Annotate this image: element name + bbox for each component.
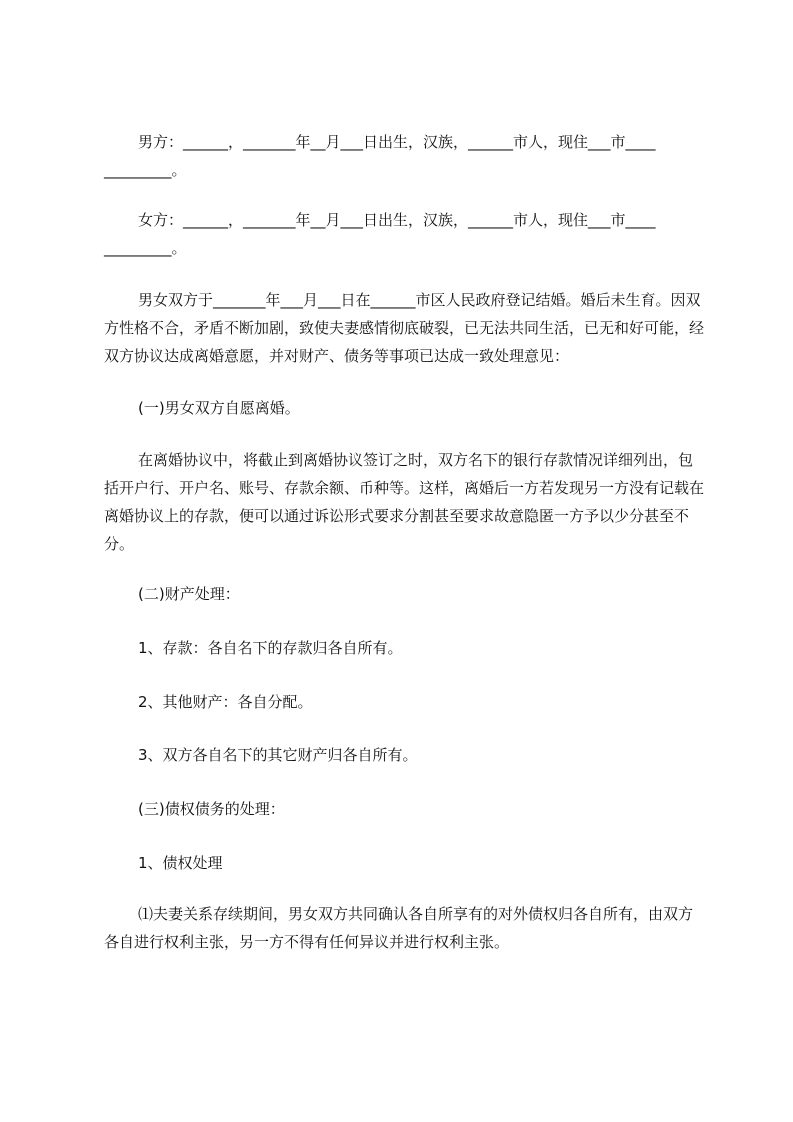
section-3-heading: (三)债权债务的处理： — [138, 800, 285, 818]
marriage-registration-paragraph: 男女双方于_______年___月___日在______市区人民政府登记结婚。婚后未生育。因双方性格不合，矛盾不断加剧，致使夫妻感情彻底破裂，已无法共同生活，已无和好可能，经双方协议达成离婚意愿，并对财产、债务等事项已达成一致处理意见： — [104, 291, 705, 365]
section-2-heading: (二)财产处理： — [138, 585, 240, 603]
section-1-heading: (一)男女双方自愿离婚。 — [138, 399, 300, 417]
property-item-2: 2、其他财产：各自分配。 — [138, 693, 313, 711]
claims-subheading: 1、债权处理 — [138, 854, 223, 872]
property-item-1: 1、存款：各自名下的存款归各自所有。 — [138, 639, 403, 657]
property-item-3: 3、双方各自名下的其它财产归各自所有。 — [138, 746, 418, 764]
male-party-paragraph: 男方：______，_______年__月___日出生，汉族，______市人，现住___市____ _________。 — [104, 133, 656, 179]
claims-item-1: ⑴夫妻关系存续期间，男女双方共同确认各自所享有的对外债权归各自所有，由双方各自进行权利主张，另一方不得有任何异议并进行权利主张。 — [104, 905, 694, 951]
female-party-paragraph: 女方：______，_______年__月___日出生，汉族，______市人，现住___市____ _________。 — [104, 211, 656, 257]
bank-deposit-paragraph: 在离婚协议中，将截止到离婚协议签订之时，双方名下的银行存款情况详细列出，包括开户行、开户名、账号、存款余额、币种等。这样，离婚后一方若发现另一方没有记载在离婚协议上的存款，便可以通过诉讼形式要求分割甚至要求故意隐匿一方予以少分甚至不分。 — [104, 451, 705, 553]
